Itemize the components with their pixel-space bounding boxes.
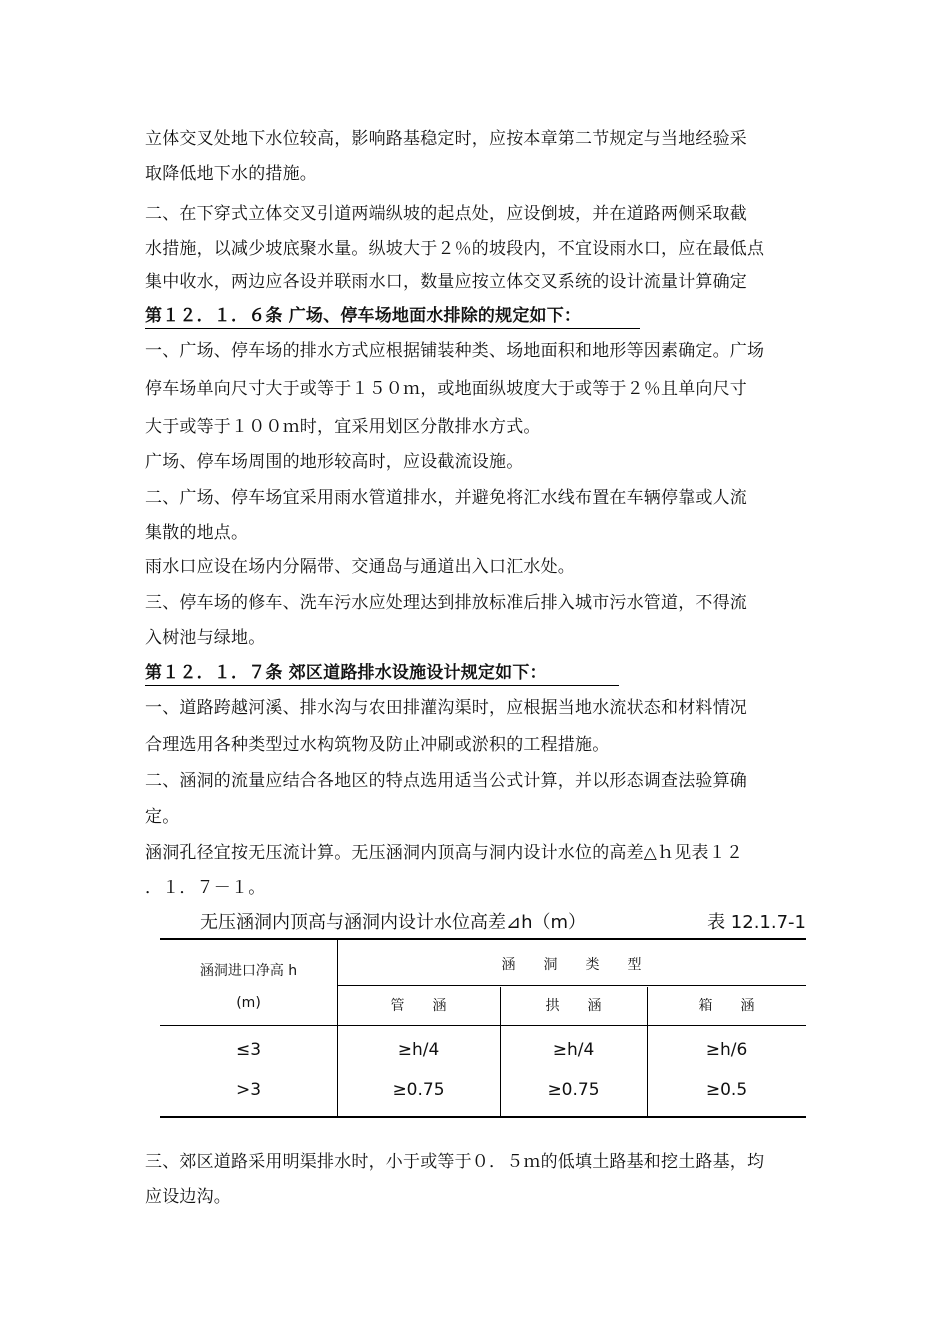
- table-divider: [337, 985, 806, 986]
- paragraph-line: 二、广场、停车场宜采用雨水管道排水，并避免将汇水线布置在车辆停靠或人流: [145, 488, 747, 508]
- paragraph-line: 水措施，以减少坡底聚水量。纵坡大于２％的坡段内，不宜设雨水口，应在最低点: [145, 239, 765, 259]
- table-cell: ≥h/4: [552, 1040, 595, 1060]
- header-box-culvert: 箱 涵: [698, 998, 755, 1014]
- paragraph-line: 大于或等于１００ｍ时，宜采用划区分散排水方式。: [145, 417, 541, 437]
- paragraph-line: 一、道路跨越河溪、排水沟与农田排灌沟渠时，应根据当地水流状态和材料情况: [145, 698, 747, 718]
- header-culvert-type: 涵 洞 类 型: [501, 957, 642, 973]
- paragraph-line: 集中收水，两边应各设并联雨水口，数量应按立体交叉系统的设计流量计算确定: [145, 272, 747, 292]
- header-arch-culvert: 拱 涵: [545, 998, 602, 1014]
- table-cell: ≥0.75: [392, 1080, 445, 1100]
- table-cell: ≤3: [235, 1040, 262, 1060]
- header-inlet-height: 涵洞进口净高 h: [199, 963, 298, 979]
- section-heading: 第１２．１．６条 广场、停车场地面水排除的规定如下：: [145, 305, 640, 329]
- paragraph-line: 集散的地点。: [145, 523, 249, 543]
- paragraph-line: 应设边沟。: [145, 1187, 231, 1207]
- paragraph-line: 二、涵洞的流量应结合各地区的特点选用适当公式计算，并以形态调查法验算确: [145, 771, 747, 791]
- paragraph-line: 定。: [145, 807, 180, 827]
- table-divider: [160, 1025, 806, 1026]
- table-cell: ≥h/4: [397, 1040, 440, 1060]
- culvert-table: [160, 938, 806, 1118]
- paragraph-line: 入树池与绿地。: [145, 628, 266, 648]
- table-caption: [200, 908, 806, 934]
- paragraph-line: 雨水口应设在场内分隔带、交通岛与通道出入口汇水处。: [145, 557, 575, 577]
- paragraph-line: 三、郊区道路采用明渠排水时，小于或等于０．５ｍ的低填土路基和挖土路基，均: [145, 1152, 765, 1172]
- table-number: 表 12.1.7-1: [707, 912, 806, 933]
- paragraph-line: 一、广场、停车场的排水方式应根据铺装种类、场地面积和地形等因素确定。广场: [145, 341, 765, 361]
- header-pipe-culvert: 管 涵: [390, 998, 447, 1014]
- table-cell: ≥0.75: [547, 1080, 600, 1100]
- paragraph-line: 三、停车场的修车、洗车污水应处理达到排放标准后排入城市污水管道，不得流: [145, 593, 747, 613]
- section-heading: 第１２．１．７条 郊区道路排水设施设计规定如下：: [145, 662, 619, 686]
- paragraph-line: 涵洞孔径宜按无压流计算。无压涵洞内顶高与洞内设计水位的高差△ｈ见表１２: [145, 843, 744, 863]
- table-cell: >3: [235, 1080, 262, 1100]
- paragraph-line: 合理选用各种类型过水构筑物及防止冲刷或淤积的工程措施。: [145, 735, 610, 755]
- paragraph-line: 广场、停车场周围的地形较高时，应设截流设施。: [145, 452, 524, 472]
- paragraph-line: 取降低地下水的措施。: [145, 164, 317, 184]
- table-title: 无压涵洞内顶高与涵洞内设计水位高差⊿h（m）: [200, 912, 587, 933]
- paragraph-line: 立体交叉处地下水位较高，影响路基稳定时，应按本章第二节规定与当地经验采: [145, 129, 747, 149]
- paragraph-line: 二、在下穿式立体交叉引道两端纵坡的起点处，应设倒坡，并在道路两侧采取截: [145, 204, 747, 224]
- table-cell: ≥0.5: [705, 1080, 748, 1100]
- table-cell: ≥h/6: [705, 1040, 748, 1060]
- paragraph-line: 停车场单向尺寸大于或等于１５０ｍ，或地面纵坡度大于或等于２％且单向尺寸: [145, 379, 747, 399]
- header-unit: (m): [236, 995, 261, 1011]
- paragraph-line: ．１．７－１。: [145, 878, 266, 898]
